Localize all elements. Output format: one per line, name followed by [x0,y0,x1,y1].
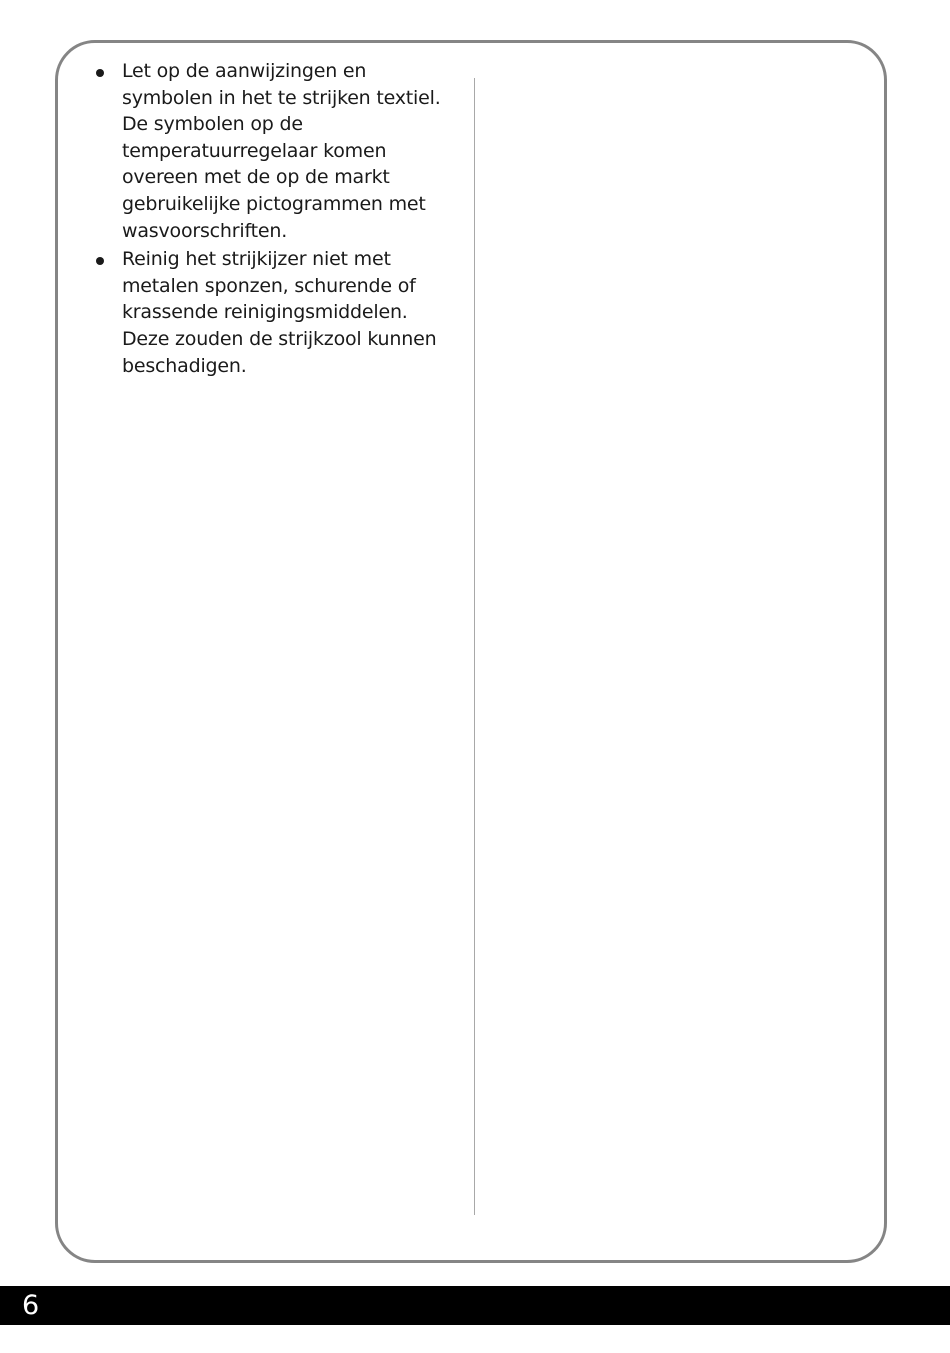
column-divider [474,78,475,1215]
instruction-line: metalen sponzen, schurende of [122,274,416,297]
instruction-line: Deze zouden de strijkzool kunnen [122,327,437,350]
instruction-list [90,58,460,379]
instruction-line: gebruikelijke pictogrammen met [122,192,426,215]
bullet-icon [96,69,104,77]
instruction-line: De symbolen op de [122,113,303,136]
left-column [90,58,460,381]
instruction-item-symbols [90,58,460,244]
instruction-line: wasvoorschriften. [122,219,288,242]
instruction-item-cleaning [90,246,460,379]
bullet-icon [96,257,104,265]
footer-bar [0,1286,950,1325]
instruction-line: Let op de aanwijzingen en [122,60,367,82]
page-number: 6 [22,1290,40,1321]
instruction-line: temperatuurregelaar komen [122,139,387,162]
instruction-line: beschadigen. [122,354,247,377]
instruction-line: krassende reinigingsmiddelen. [122,301,408,324]
instruction-line: overeen met de op de markt [122,166,390,189]
instruction-line: symbolen in het te strijken textiel. [122,86,441,109]
instruction-line: Reinig het strijkijzer niet met [122,248,391,271]
